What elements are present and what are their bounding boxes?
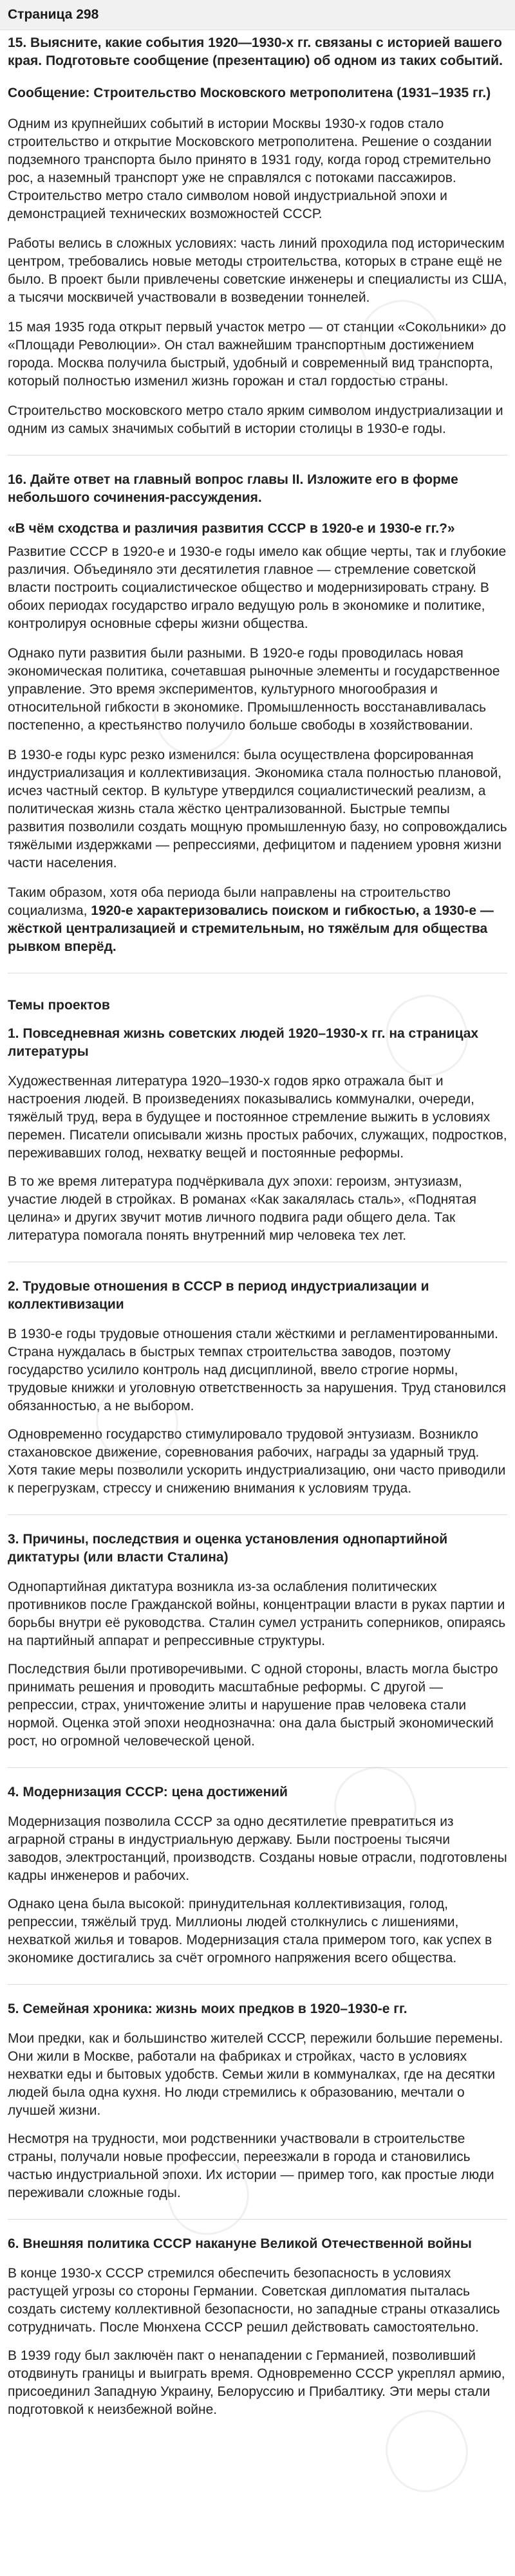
- task-15-section: [8, 34, 507, 438]
- project-paragraph: Однако цена была высокой: принудительная коллективизация, голод, репрессии, тяжёлый труд. Миллионы людей столкнулись с лишениями, нехваткой жилья и товаров. Модернизация стала примером того, как успех в экономике достигались за счёт огромного напряжения всего общества.: [8, 1897, 492, 1965]
- project-item: [8, 1278, 507, 1498]
- project-paragraph: В 1930-е годы трудовые отношения стали жёсткими и регламентированными. Страна нуждалась в быстрых темпах строительства заводов, поэтому государство усилило контроль над дисциплиной, ввело строгие нормы, трудовые книжки и уголовную ответственность за нарушения. Труд становился обязанностью, а не выбором.: [8, 1327, 507, 1413]
- projects-section: [8, 997, 507, 2419]
- task-15-title: 15. Выясните, какие события 1920—1930-х гг. связаны с историей вашего края. Подготовьте сообщение (презентацию) об одном из таких событий.: [8, 35, 503, 68]
- project-paragraph: В то же время литература подчёркивала дух эпохи: героизм, энтузиазм, участие людей в стройках. В романах «Как закалялась сталь», «Поднятая целина» и других звучит мотив личного подвига ради общего дела. Так литература помогала понять внутренний мир человека тех лет.: [8, 1174, 476, 1243]
- section-divider: [8, 1514, 507, 1515]
- project-item: [8, 2235, 507, 2419]
- project-paragraph: Одновременно государство стимулировало трудовой энтузиазм. Возникло стахановское движение, соревнования рабочих, награды за ударный труд. Хотя такие меры позволили ускорить индустриализацию, они часто приводили к перегрузкам, стрессу и снижению внимания к условиям труда.: [8, 1427, 506, 1496]
- task-16-paragraph: Однако пути развития были разными. В 1920-е годы проводилась новая экономическая политика, сочетавшая рыночные элементы и государственное управление. Это время экспериментов, культурного многообразия и относительной гибкости в экономике. Промышленность восстанавливалась постепенно, а крестьянство получило больше свободы в хозяйствовании.: [8, 646, 500, 733]
- task-16-section: [8, 471, 507, 956]
- project-title: 3. Причины, последствия и оценка установления однопартийной диктатуры (или власти Сталина): [8, 1532, 448, 1565]
- task-16-paragraph: Развитие СССР в 1920-е и 1930-е годы имело как общие черты, так и глубокие различия. Объединяло эти десятилетия главное — стремление советской власти построить социалистическое общество и модернизировать страну. В обоих периодах государство играло ведущую роль в экономике и политике, контролируя основные сферы жизни общества.: [8, 544, 507, 631]
- task-15-paragraph: Строительство московского метро стало ярким символом индустриализации и одним из самых значимых событий в истории столицы в 1930-е годы.: [8, 403, 503, 436]
- section-divider: [8, 1767, 507, 1768]
- task-15-paragraph: Работы велись в сложных условиях: часть линий проходила под историческим центром, требовались новые методы строительства, которых в стране ещё не было. В проект были привлечены советские инженеры и специалисты из США, а тысячи москвичей участвовали в возведении тоннелей.: [8, 236, 507, 305]
- project-title: 2. Трудовые отношения в СССР в период индустриализации и коллективизации: [8, 1279, 429, 1312]
- page-number-label: Страница 298: [8, 7, 99, 22]
- project-item: [8, 2000, 507, 2202]
- project-paragraph: В 1939 году был заключён пакт о ненападении с Германией, позволивший отодвинуть границы и выиграть время. Одновременно СССР укреплял армию, присоединил Западную Украину, Белоруссию и Прибалтику. Эти меры стали подготовкой к неизбежной войне.: [8, 2348, 505, 2417]
- task-16-conclusion-bold: 1920-е характеризовались поиском и гибкостью, а 1930-е — жёсткой централизацией и стремительным, но тяжёлым для общества рывком вперёд.: [8, 903, 494, 954]
- project-item: [8, 1025, 507, 1245]
- project-paragraph: Художественная литература 1920–1930-х годов ярко отражала быт и настроения людей. В произведениях показывались коммуналки, очереди, тяжёлый труд, вера в будущее и постоянное стремление выжить в условиях перемен. Писатели описывали жизнь простых рабочих, служащих, подростков, переживавших голод, нехватку вещей и постоянные реформы.: [8, 1074, 507, 1161]
- task-15-paragraph: 15 мая 1935 года открыт первый участок метро — от станции «Сокольники» до «Площади Революции». Он стал важнейшим транспортным достижением города. Москва получила быстрый, удобный и современный вид транспорта, который полностью изменил жизнь горожан и стал гордостью страны.: [8, 320, 507, 389]
- project-paragraph: Модернизация позволила СССР за одно десятилетие превратиться из аграрной страны в индустриальную державу. Были построены тысячи заводов, электростанций, производств. Созданы новые отрасли, подготовлены кадры инженеров и рабочих.: [8, 1814, 507, 1883]
- project-title: 5. Семейная хроника: жизнь моих предков в 1920–1930-е гг.: [8, 2001, 407, 2016]
- projects-heading: Темы проектов: [8, 998, 110, 1013]
- project-title: 1. Повседневная жизнь советских людей 1920–1930-х гг. на страницах литературы: [8, 1026, 479, 1059]
- section-divider: [8, 1984, 507, 1985]
- project-title: 4. Модернизация СССР: цена достижений: [8, 1785, 288, 1799]
- project-paragraph: Мои предки, как и большинство жителей СССР, пережили большие перемены. Они жили в Москве, работали на фабриках и стройках, часто в условиях нехватки еды и бытовых удобств. Семьи жили в коммуналках, где на десятки людей была одна кухня. Но люди стремились к образованию, мечтали о лучшей жизни.: [8, 2031, 503, 2118]
- project-item: [8, 1531, 507, 1751]
- task-15-subtitle: Сообщение: Строительство Московского метрополитена (1931–1935 гг.): [8, 86, 491, 100]
- project-item: [8, 1783, 507, 1967]
- project-paragraph: Однопартийная диктатура возникла из-за ослабления политических противников после Гражданской войны, концентрации власти в руках партии и борьбы внутри её руководства. Сталин сумел устранить соперников, опираясь на партийный аппарат и репрессивные структуры.: [8, 1579, 506, 1648]
- task-16-conclusion: [8, 884, 507, 956]
- task-16-subtitle: «В чём сходства и различия развития СССР в 1920-е и 1930-е гг.?»: [8, 521, 455, 536]
- project-paragraph: Несмотря на трудности, мои родственники участвовали в строительстве страны, получали новые профессии, переезжали в города и становились частью индустриальной эпохи. Их истории — пример того, как простые люди переживали сложные годы.: [8, 2131, 494, 2200]
- project-paragraph: В конце 1930-х СССР стремился обеспечить безопасность в условиях растущей угрозы со стороны Германии. Советская дипломатия пыталась создать систему коллективной безопасности, но западные страны отказались сотрудничать. После Мюнхена СССР решил действовать самостоятельно.: [8, 2266, 500, 2335]
- task-15-paragraph: Одним из крупнейших событий в истории Москвы 1930-х годов стало строительство и открытие Московского метрополитена. Решение о создании подземного транспорта было принято в 1931 году, когда город стремительно рос, а наземный транспорт уже не справлялся с потоками пассажиров. Строительство метро стало символом новой индустриальной эпохи и демонстрацией технических возможностей СССР.: [8, 116, 492, 221]
- task-16-title: 16. Дайте ответ на главный вопрос главы II. Изложите его в форме небольшого сочинения-рассуждения.: [8, 472, 458, 505]
- page-number-header: [0, 0, 515, 30]
- project-paragraph: Последствия были противоречивыми. С одной стороны, власть могла быстро принимать решения и проводить масштабные реформы. С другой — репрессии, страх, уничтожение элиты и нарушение прав человека стали нормой. Оценка этой эпохи неоднозначна: она дала быстрый экономический рост, но огромной человеческой ценой.: [8, 1662, 498, 1749]
- document-body: [0, 30, 515, 2419]
- project-title: 6. Внешняя политика СССР накануне Великой Отечественной войны: [8, 2236, 472, 2251]
- task-16-paragraph: В 1930-е годы курс резко изменился: была осуществлена форсированная индустриализация и коллективизация. Экономика стала полностью плановой, исчез частный сектор. В культуре утвердился социалистический реализм, а политическая жизнь стала жёстко централизованной. Быстрые темпы развития позволили создать мощную промышленную базу, но сопровождались тяжёлыми издержками — репрессиями, дефицитом и падением уровня жизни части населения.: [8, 748, 507, 870]
- section-divider: [8, 2219, 507, 2220]
- task-16-conclusion-text: Таким образом, хотя оба периода были направлены на строительство социализма,: [8, 885, 451, 918]
